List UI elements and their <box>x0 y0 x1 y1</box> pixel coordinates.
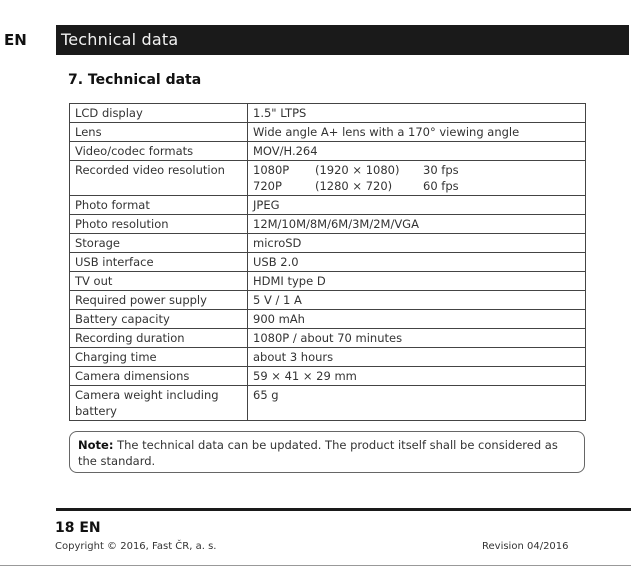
footer-divider <box>56 508 631 511</box>
spec-value: Wide angle A+ lens with a 170° viewing angle <box>248 123 586 142</box>
spec-key: USB interface <box>70 253 248 272</box>
table-row <box>70 348 586 367</box>
table-row <box>70 104 586 123</box>
spec-value: 12M/10M/8M/6M/3M/2M/VGA <box>248 215 586 234</box>
note-text: The technical data can be updated. The product itself shall be considered as the standard. <box>78 438 558 468</box>
spec-key: Battery capacity <box>70 310 248 329</box>
spec-key: TV out <box>70 272 248 291</box>
section-title: 7. Technical data <box>68 72 202 88</box>
table-row <box>70 253 586 272</box>
page-number: 18 EN <box>55 520 101 536</box>
spec-key: Recording duration <box>70 329 248 348</box>
language-badge: EN <box>0 25 48 55</box>
table-row <box>70 386 586 421</box>
note-label: Note: <box>78 438 114 452</box>
spec-value: HDMI type D <box>248 272 586 291</box>
spec-key: Lens <box>70 123 248 142</box>
spec-value: 900 mAh <box>248 310 586 329</box>
spec-value: 1080P / about 70 minutes <box>248 329 586 348</box>
table-row <box>70 123 586 142</box>
spec-key: LCD display <box>70 104 248 123</box>
spec-table <box>69 103 586 421</box>
spec-key: Recorded video resolution <box>70 161 248 196</box>
resolution-line <box>253 178 580 194</box>
table-row <box>70 367 586 386</box>
table-row <box>70 234 586 253</box>
table-row <box>70 196 586 215</box>
header-title: Technical data <box>61 30 179 49</box>
revision: Revision 04/2016 <box>482 541 569 552</box>
resolution-line <box>253 162 580 178</box>
bottom-rule <box>0 565 631 566</box>
spec-value: 5 V / 1 A <box>248 291 586 310</box>
table-row <box>70 329 586 348</box>
table-row <box>70 310 586 329</box>
copyright: Copyright © 2016, Fast ČR, a. s. <box>55 541 217 552</box>
table-row <box>70 215 586 234</box>
table-row <box>70 291 586 310</box>
table-row <box>70 272 586 291</box>
spec-value: MOV/H.264 <box>248 142 586 161</box>
spec-value: 1.5" LTPS <box>248 104 586 123</box>
spec-value: 65 g <box>248 386 586 421</box>
spec-key: Camera weight including battery <box>70 386 248 421</box>
resolution-res: 1080P <box>253 163 290 177</box>
resolution-px: (1280 × 720) <box>315 179 393 193</box>
resolution-fps: 60 fps <box>423 179 459 193</box>
note-box <box>69 431 585 473</box>
resolution-fps: 30 fps <box>423 163 459 177</box>
table-row <box>70 161 586 196</box>
spec-value: about 3 hours <box>248 348 586 367</box>
spec-value: 59 × 41 × 29 mm <box>248 367 586 386</box>
resolution-res: 720P <box>253 179 282 193</box>
spec-value <box>248 161 586 196</box>
spec-key: Required power supply <box>70 291 248 310</box>
resolution-px: (1920 × 1080) <box>315 163 400 177</box>
spec-value: microSD <box>248 234 586 253</box>
spec-value: USB 2.0 <box>248 253 586 272</box>
header-title-box <box>56 25 629 55</box>
spec-key: Video/codec formats <box>70 142 248 161</box>
spec-key: Charging time <box>70 348 248 367</box>
table-row <box>70 142 586 161</box>
page-header <box>0 25 631 55</box>
spec-key: Camera dimensions <box>70 367 248 386</box>
spec-key: Photo resolution <box>70 215 248 234</box>
spec-key: Photo format <box>70 196 248 215</box>
spec-key: Storage <box>70 234 248 253</box>
spec-value: JPEG <box>248 196 586 215</box>
